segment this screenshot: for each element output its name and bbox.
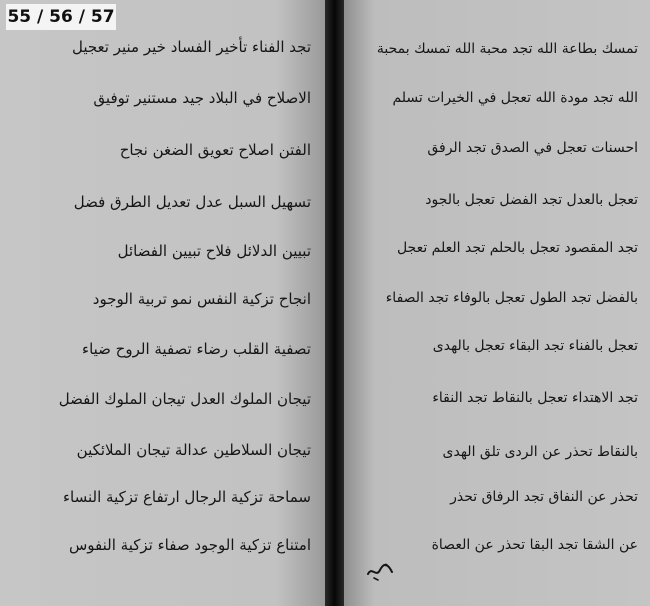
catchword-flourish-icon [366, 560, 396, 582]
left-line-9: تيجان السلاطين عدالة تيجان الملائكين [76, 441, 311, 459]
left-line-1: تجد الفناء تأخير الفساد خير منير تعجيل [71, 38, 311, 56]
right-line-6: بالفضل تجد الطول تعجل بالوفاء تجد الصفاء [385, 290, 638, 306]
right-line-5: تجد المقصود تعجل بالحلم تجد العلم تعجل [396, 240, 638, 256]
left-line-8: تيجان الملوك العدل تيجان الملوك الفضل [58, 390, 311, 408]
right-line-10: تحذر عن النفاق تجد الرفاق تحذر [450, 489, 638, 505]
left-line-6: انجاح تزكية النفس نمو تربية الوجود [92, 290, 311, 308]
left-line-4: تسهيل السبل عدل تعديل الطرق فضل [73, 193, 311, 211]
left-line-3: الفتن اصلاح تعويق الضغن نجاح [119, 141, 311, 159]
left-line-10: سماحة تزكية الرجال ارتفاع تزكية النساء [62, 488, 311, 506]
right-line-9: بالنقاط تحذر عن الردى تلق الهدى [442, 444, 638, 460]
left-line-5: تبيين الدلائل فلاح تبيين الفضائل [117, 242, 311, 260]
page-number-label: 55 / 56 / 57 [6, 4, 116, 30]
left-line-11: امتناع تزكية الوجود صفاء تزكية النفوس [69, 536, 311, 554]
right-line-1: تمسك بطاعة الله تجد محبة الله تمسك بمحبة [376, 41, 638, 57]
right-line-8: تجد الاهتداء تعجل بالنقاط تجد النقاء [432, 390, 638, 406]
book-gutter [325, 0, 344, 606]
right-line-7: تعجل بالفناء تجد البقاء تعجل بالهدى [432, 338, 638, 354]
right-line-2: الله تجد مودة الله تعجل في الخيرات تسلم [392, 90, 638, 106]
right-line-11: عن الشقا تجد البقا تحذر عن العصاة [431, 537, 638, 553]
left-line-2: الاصلاح في البلاد جيد مستنير توفيق [93, 89, 311, 107]
right-line-3: احسنات تعجل في الصدق تجد الرفق [427, 140, 638, 156]
left-line-7: تصفية القلب رضاء تصفية الروح ضياء [82, 340, 311, 358]
right-line-4: تعجل بالعدل تجد الفضل تعجل بالجود [425, 192, 638, 208]
right-page [344, 0, 650, 606]
